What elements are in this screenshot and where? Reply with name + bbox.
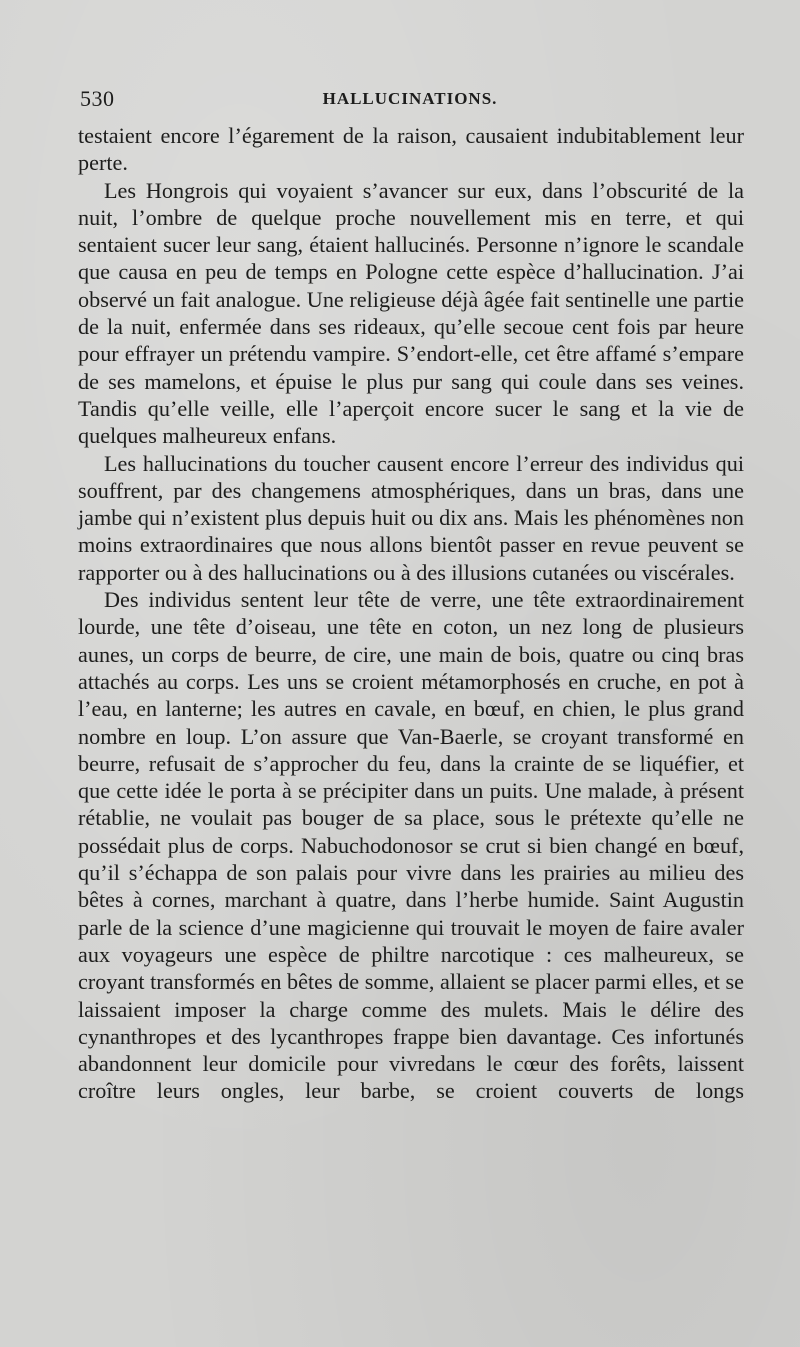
page-number: 530 (80, 86, 115, 111)
body-text (78, 122, 744, 1105)
running-title: HALLUCINATIONS. (322, 89, 498, 108)
paragraph: testaient encore l’égarement de la raison, causaient indubitablement leur perte. (78, 123, 744, 176)
paragraph: Les hallucinations du toucher causent encore l’erreur des individus qui souffrent, par des changemens atmosphériques, dans un bras, dans une jambe qui n’existent plus depuis huit ou dix ans. Mais les phénomènes non moins extraordinaires que nous allons bientôt passer en revue peuvent se rapporter ou à des hallucinations ou à des illusions cutanées ou viscérales. (78, 450, 744, 585)
page-header (80, 86, 740, 116)
paragraph: Des individus sentent leur tête de verre, une tête extraordinairement lourde, une tête d’oiseau, une tête en coton, un nez long de plusieurs aunes, un corps de beurre, de cire, une main de bois, quatre ou cinq bras attachés au corps. Les uns se croient métamorphosés en cruche, en pot à l’eau, en lanterne; les autres en cavale, en bœuf, en chien, le plus grand nombre en loup. L’on assure que Van-Baerle, se croyant transformé en beurre, refusait de s’approcher du feu, dans la crainte de se liquéfier, et que cette idée le porta à se précipiter dans un puits. Une malade, à présent rétablie, ne voulait pas bouger de sa place, sous le prétexte qu’elle ne possédait plus de corps. Nabuchodonosor se crut si bien changé en bœuf, qu’il s’échappa de son palais pour vivre dans les prairies au milieu des bêtes à cornes, marchant à quatre, dans l’herbe humide. Saint Augustin parle de la science d’une magicienne qui trouvait le moyen de faire avaler aux voyageurs une espèce de philtre narcotique : ces malheureux, se croyant transformés en bêtes de somme, allaient se placer parmi elles, et se laissaient imposer la charge comme des mulets. Mais le délire des cynanthropes et des lycanthropes frappe bien davantage. Ces infortunés abandonnent leur domicile pour vivredans le cœur des forêts, laissent croître leurs ongles, leur barbe, se croient couverts de longs (78, 587, 744, 1104)
paragraph: Les Hongrois qui voyaient s’avancer sur eux, dans l’obscurité de la nuit, l’ombre de quelque proche nouvellement mis en terre, et qui sentaient sucer leur sang, étaient hallucinés. Personne n’ignore le scandale que causa en peu de temps en Pologne cette espèce d’hallucination. J’ai observé un fait analogue. Une religieuse déjà âgée fait sentinelle une partie de la nuit, enfermée dans ses rideaux, qu’elle secoue cent fois par heure pour effrayer un prétendu vampire. S’endort-elle, cet être affamé s’empare de ses mamelons, et épuise le plus pur sang qui coule dans ses veines. Tandis qu’elle veille, elle l’aperçoit encore sucer le sang et la vie de quelques malheureux enfans. (78, 177, 744, 449)
